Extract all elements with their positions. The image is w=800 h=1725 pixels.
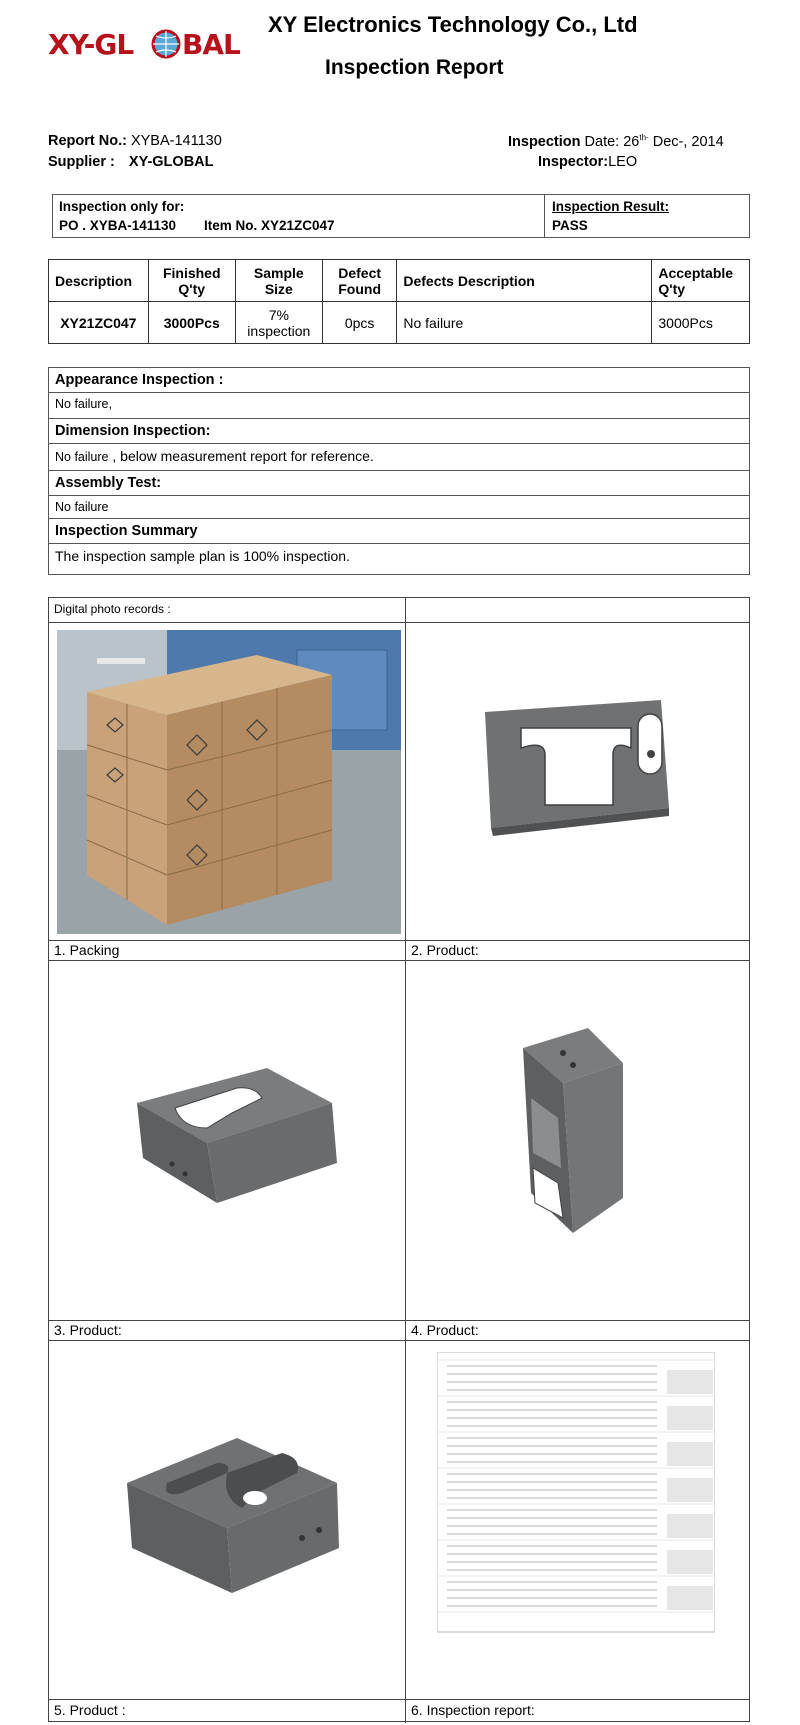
header-sample-size: Sample Size xyxy=(235,260,322,302)
divider xyxy=(49,1699,749,1700)
photo-records-heading: Digital photo records : xyxy=(54,602,171,616)
header-defect-found: Defect Found xyxy=(322,260,397,302)
inspector: Inspector:LEO xyxy=(538,154,638,170)
inspection-for-label: Inspection only for: xyxy=(59,199,185,214)
divider xyxy=(544,195,545,237)
summary-heading: Inspection Summary xyxy=(49,518,749,544)
inspection-for-box xyxy=(52,194,750,238)
po-number: PO . XYBA-141130 xyxy=(59,218,177,233)
packing-photo xyxy=(57,630,401,934)
header-finished-qty: Finished Q'ty xyxy=(148,260,235,302)
measurement-report-photo xyxy=(437,1352,715,1682)
inspection-date: Inspection Date: $26^{th-}$ Dec-, 2014 xyxy=(508,133,724,150)
assembly-result: No failure xyxy=(55,500,109,514)
cell-defects-description: No failure xyxy=(397,302,652,344)
caption-inspection-report: 6. Inspection report: xyxy=(411,1702,535,1718)
inspection-sections xyxy=(48,367,750,575)
dimension-heading: Dimension Inspection: xyxy=(49,418,749,444)
cell-description: XY21ZC047 xyxy=(49,302,149,344)
divider xyxy=(49,1340,749,1341)
product-photo-4 xyxy=(413,968,743,1314)
header-defects-description: Defects Description xyxy=(397,260,652,302)
divider xyxy=(49,622,749,623)
svg-text:XY-GL: XY-GL xyxy=(48,28,134,61)
cell-sample-size: 7% inspection xyxy=(235,302,322,344)
inspection-result: PASS xyxy=(552,218,588,233)
caption-product-4: 4. Product: xyxy=(411,1322,479,1338)
header-description: Description xyxy=(49,260,149,302)
supplier: Supplier : XY-GLOBAL xyxy=(48,154,214,170)
inspection-table xyxy=(48,259,750,344)
product-photo-5 xyxy=(57,1348,401,1694)
caption-product-3: 3. Product: xyxy=(54,1322,122,1338)
caption-product-5: 5. Product : xyxy=(54,1702,126,1718)
report-title: Inspection Report xyxy=(325,56,504,79)
table-row xyxy=(49,302,750,344)
item-number: Item No. XY21ZC047 xyxy=(204,218,335,233)
svg-text:BAL: BAL xyxy=(182,28,240,61)
caption-packing: 1. Packing xyxy=(54,942,120,958)
divider xyxy=(49,940,749,941)
table-header-row xyxy=(49,260,750,302)
caption-product-2: 2. Product: xyxy=(411,942,479,958)
divider xyxy=(49,1320,749,1321)
appearance-heading: Appearance Inspection : xyxy=(49,367,749,393)
inspection-result-label: Inspection Result: xyxy=(552,199,670,214)
cell-acceptable-qty: 3000Pcs xyxy=(652,302,750,344)
cell-finished-qty: 3000Pcs xyxy=(148,302,235,344)
assembly-heading: Assembly Test: xyxy=(49,470,749,496)
dimension-result: No failure , below measurement report for reference. xyxy=(55,448,374,464)
report-number: Report No.: XYBA-141130 xyxy=(48,133,222,149)
product-photo-2 xyxy=(413,630,743,934)
company-name: XY Electronics Technology Co., Ltd xyxy=(268,12,638,37)
header-acceptable-qty: Acceptable Q'ty xyxy=(652,260,750,302)
divider xyxy=(405,598,406,1723)
appearance-result: No failure, xyxy=(55,397,112,411)
summary-text: The inspection sample plan is 100% inspection. xyxy=(55,548,350,564)
product-photo-3 xyxy=(57,968,401,1314)
company-logo xyxy=(48,24,248,64)
cell-defect-found: 0pcs xyxy=(322,302,397,344)
divider xyxy=(49,960,749,961)
photo-records xyxy=(48,597,750,1722)
